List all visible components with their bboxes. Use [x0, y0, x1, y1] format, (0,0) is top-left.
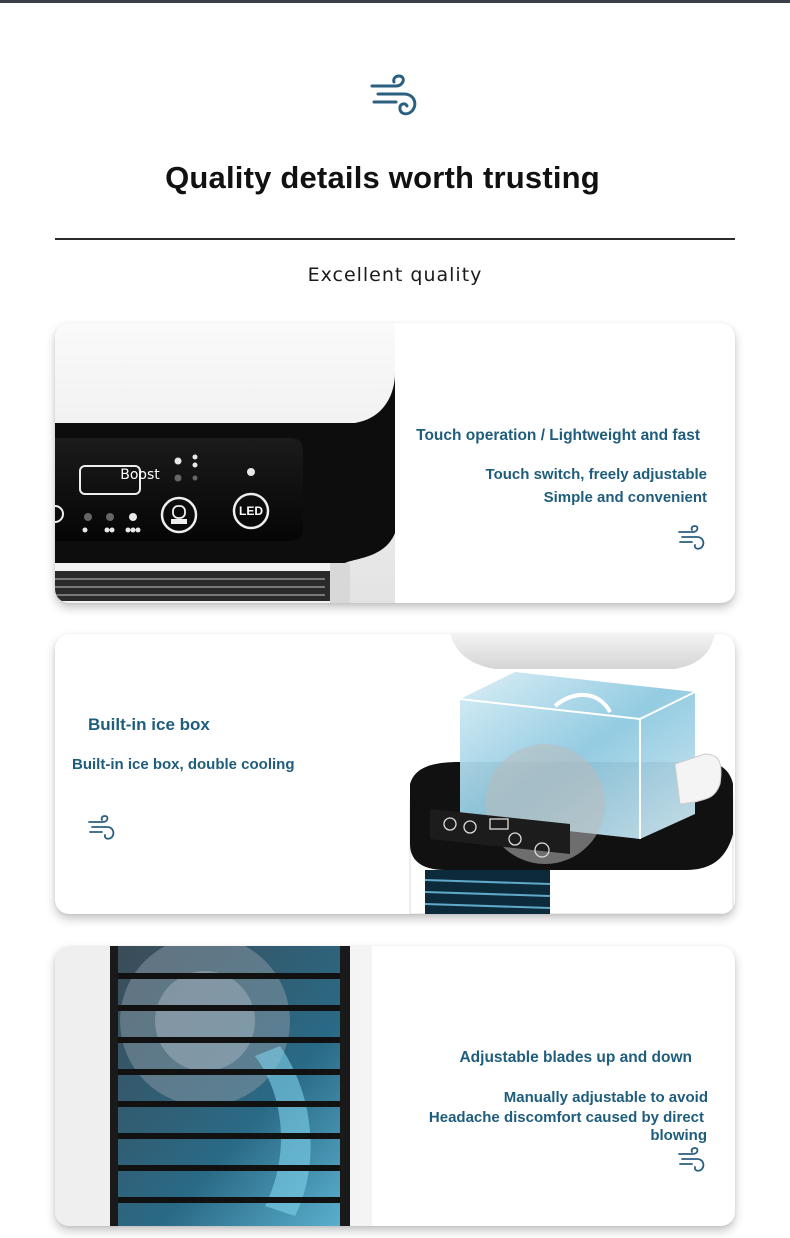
- card-line-1: Touch switch, freely adjustable: [485, 466, 707, 483]
- card-line-2: Simple and convenient: [543, 489, 707, 506]
- adjustable-blades-image: [55, 946, 385, 1226]
- feature-card-icebox: [55, 634, 735, 914]
- card-heading: Built-in ice box: [88, 715, 210, 734]
- led-label: LED: [239, 504, 263, 518]
- boost-label: Boost: [120, 467, 160, 483]
- card-line-2: Headache discomfort caused by direct: [428, 1109, 704, 1126]
- title-divider: [55, 238, 735, 240]
- feature-card-touch: [55, 323, 735, 603]
- control-panel-image: [55, 323, 395, 603]
- card-line-1: Built-in ice box, double cooling: [72, 756, 295, 773]
- card-line-3: blowing: [650, 1127, 707, 1144]
- feature-card-blades: [55, 946, 735, 1226]
- page-title: Quality details worth trusting: [165, 160, 600, 195]
- card-heading: Touch operation / Lightweight and fast: [416, 427, 700, 444]
- card-line-1: Manually adjustable to avoid: [503, 1089, 708, 1106]
- wind-icon: [677, 1146, 707, 1172]
- wind-icon: [370, 72, 420, 118]
- wind-icon: [677, 524, 707, 550]
- page-subtitle: Excellent quality: [307, 264, 483, 286]
- top-rule: [0, 0, 790, 3]
- card-heading: Adjustable blades up and down: [459, 1049, 692, 1066]
- wind-icon: [87, 814, 117, 840]
- ice-box-image: [405, 634, 735, 914]
